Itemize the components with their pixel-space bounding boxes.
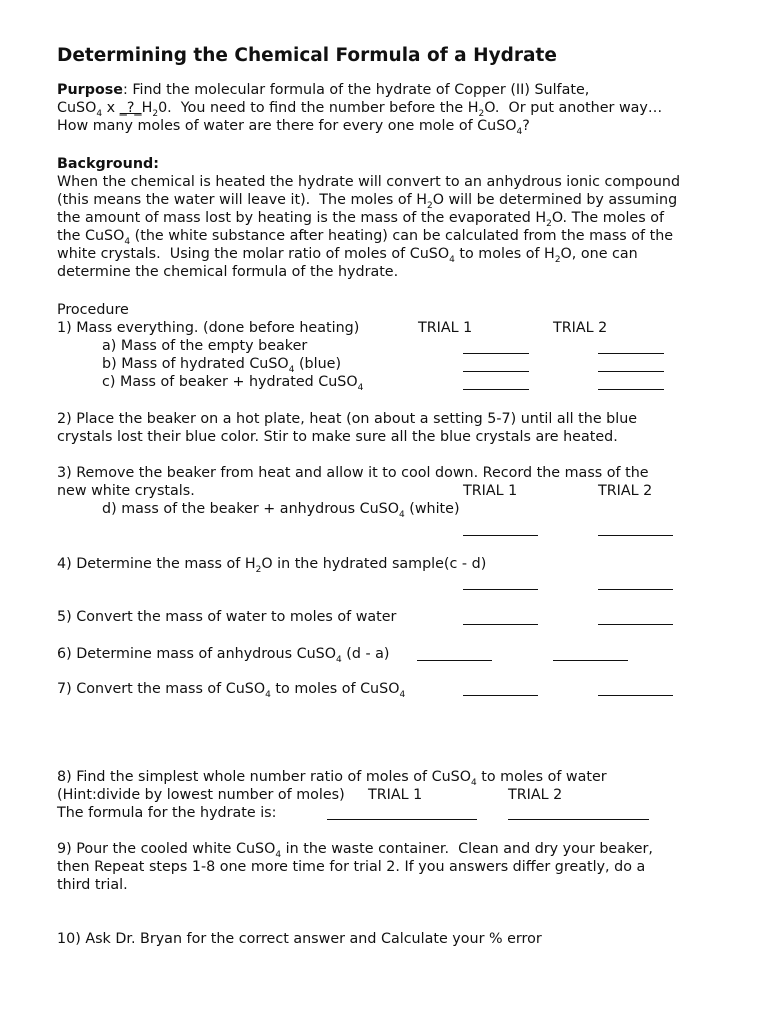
answer-blank-1c-trial2[interactable] — [598, 389, 664, 390]
step-8-line-2: (Hint:divide by lowest number of moles) — [57, 787, 345, 803]
answer-blank-5-trial1[interactable] — [463, 624, 538, 625]
purpose-text-1: : Find the molecular formula of the hydrate of Copper (II) Sulfate, — [122, 82, 590, 98]
answer-blank-1b-trial1[interactable] — [463, 371, 529, 372]
step-9-line-2: then Repeat steps 1-8 one more time for trial 2. If you answers differ greatly, do a — [57, 859, 646, 875]
step-10: 10) Ask Dr. Bryan for the correct answer and Calculate your % error — [57, 931, 542, 947]
background-line-3: the amount of mass lost by heating is the mass of the evaporated $H_2O$. The moles of — [57, 210, 664, 229]
trial-2-header-3: TRIAL 2 — [508, 787, 563, 803]
step-8-line-1: 8) Find the simplest whole number ratio of moles of CuSO$_4$ to moles of water — [57, 769, 607, 788]
answer-blank-formula-trial1[interactable] — [327, 819, 477, 820]
answer-blank-7-trial1[interactable] — [463, 695, 538, 696]
background-line-1: When the chemical is heated the hydrate will convert to an anhydrous ionic compound — [57, 174, 681, 190]
answer-blank-4-trial2[interactable] — [598, 589, 673, 590]
background-line-6: determine the chemical formula of the hydrate. — [57, 264, 399, 280]
step-7: 7) Convert the mass of CuSO$_4$ to moles of CuSO$_4$ — [57, 681, 406, 700]
trial-1-header-2: TRIAL 1 — [463, 483, 518, 499]
procedure-heading: Procedure — [57, 302, 129, 318]
trial-2-header: TRIAL 2 — [553, 320, 608, 336]
answer-blank-1a-trial1[interactable] — [463, 353, 529, 354]
answer-blank-1a-trial2[interactable] — [598, 353, 664, 354]
trial-1-header-3: TRIAL 1 — [368, 787, 423, 803]
trial-1-header: TRIAL 1 — [418, 320, 473, 336]
purpose-line-1 — [57, 81, 589, 99]
background-line-2: (this means the water will leave it). The moles of $H_2O$ will be determined by assuming — [57, 192, 678, 211]
step-4: 4) Determine the mass of $H_2O$ in the hydrated sample(c - d) — [57, 556, 487, 575]
step-1: 1) Mass everything. (done before heating) — [57, 320, 360, 336]
background-line-4: the CuSO$_4$ (the white substance after heating) can be calculated from the mass of the — [57, 228, 674, 247]
step-2-line-2: crystals lost their blue color. Stir to make sure all the blue crystals are heated. — [57, 429, 618, 445]
purpose-label: Purpose — [57, 82, 123, 98]
step-6: 6) Determine mass of anhydrous CuSO$_4$ (d - a) — [57, 646, 390, 665]
step-3-line-2: new white crystals. — [57, 483, 195, 499]
step-1a: a) Mass of the empty beaker — [102, 338, 308, 354]
answer-blank-6-trial2[interactable] — [553, 660, 628, 661]
step-3d: d) mass of the beaker + anhydrous CuSO$_4$ (white) — [102, 501, 460, 520]
answer-blank-1b-trial2[interactable] — [598, 371, 664, 372]
document-title: Determining the Chemical Formula of a Hydrate — [57, 45, 557, 66]
answer-blank-3d-trial1[interactable] — [463, 535, 538, 536]
answer-blank-1c-trial1[interactable] — [463, 389, 529, 390]
step-3-line-1: 3) Remove the beaker from heat and allow it to cool down. Record the mass of the — [57, 465, 649, 481]
background-heading: Background: — [57, 156, 159, 172]
answer-blank-formula-trial2[interactable] — [508, 819, 649, 820]
step-9-line-3: third trial. — [57, 877, 128, 893]
answer-blank-3d-trial2[interactable] — [598, 535, 673, 536]
step-2-line-1: 2) Place the beaker on a hot plate, heat (on about a setting 5-7) until all the blue — [57, 411, 638, 427]
purpose-line-2: CuSO$_4$ x $\_?\_H_20$. You need to find the number before the $H_2O$. Or put another way… — [57, 100, 663, 119]
step-1c: c) Mass of beaker + hydrated CuSO$_4$ — [102, 374, 364, 393]
step-8-line-3: The formula for the hydrate is: — [57, 805, 277, 821]
answer-blank-5-trial2[interactable] — [598, 624, 673, 625]
step-5: 5) Convert the mass of water to moles of water — [57, 609, 397, 625]
step-1b: b) Mass of hydrated CuSO$_4$ (blue) — [102, 356, 342, 375]
background-line-5: white crystals. Using the molar ratio of moles of CuSO$_4$ to moles of $H_2O$, one can — [57, 246, 638, 265]
answer-blank-7-trial2[interactable] — [598, 695, 673, 696]
purpose-line-3: How many moles of water are there for every one mole of CuSO$_4$? — [57, 118, 530, 137]
answer-blank-6-trial1[interactable] — [417, 660, 492, 661]
trial-2-header-2: TRIAL 2 — [598, 483, 653, 499]
step-9-line-1: 9) Pour the cooled white CuSO$_4$ in the waste container. Clean and dry your beaker, — [57, 841, 653, 860]
answer-blank-4-trial1[interactable] — [463, 589, 538, 590]
